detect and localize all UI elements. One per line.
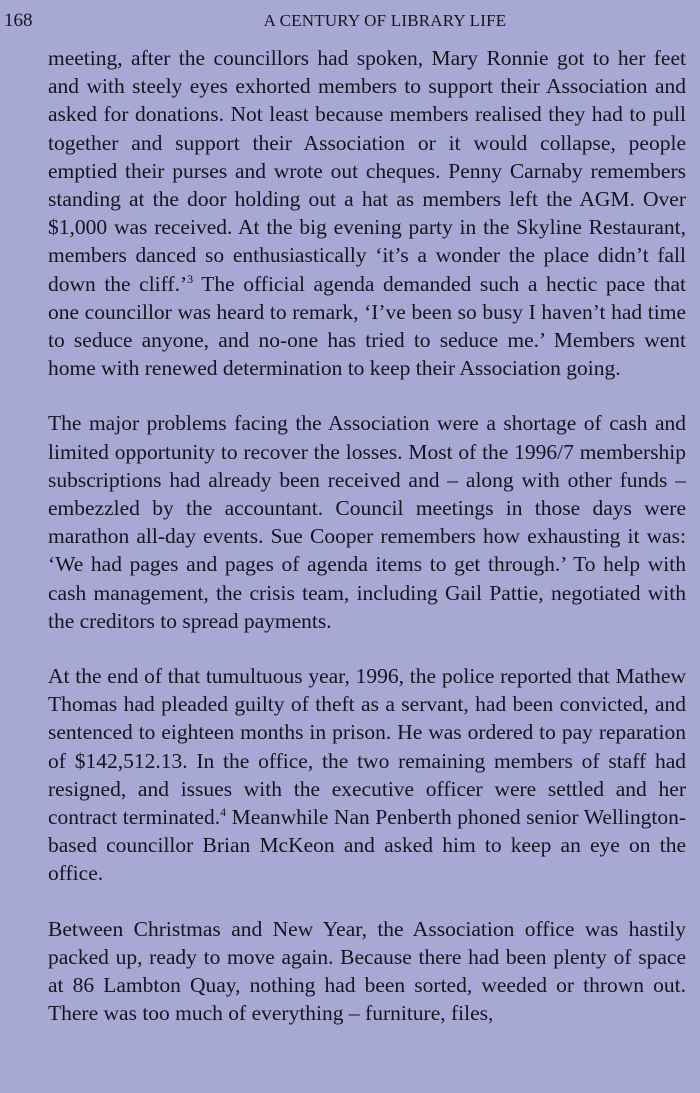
paragraph-4	[48, 915, 686, 1028]
paragraph-text: meeting, after the councillors had spoken, Mary Ronnie got to her feet and with steely eyes exhorted members to support their Association and asked for donations. Not least because members realised they had to pull together and support their Association or it would collapse, people emptied their purses and wrote out cheques. Penny Carnaby remembers standing at the door holding out a hat as members left the AGM. Over $1,000 was received. At the big evening party in the Skyline Restaurant, members danced so enthusiastically ‘it’s a wonder the place didn’t fall down the cliff.’	[48, 46, 686, 296]
footnote-ref-4[interactable]: 4	[220, 804, 227, 819]
footnote-ref-3[interactable]: 3	[187, 271, 194, 286]
paragraph-text-continued: Meanwhile Nan Penberth phoned senior Wellington-based councillor Brian McKeon and asked him to keep an eye on the office.	[48, 805, 687, 886]
paragraph-text-continued: The official agenda demanded such a hectic pace that one councillor was heard to remark, ‘I’ve been so busy I haven’t had time to seduce anyone, and no-one has tried to seduce me.’ Members went home with renewed determination to keep their Association going.	[48, 271, 686, 381]
paragraph-2	[48, 409, 686, 635]
paragraph-text: The major problems facing the Association were a shortage of cash and limited opportunity to recover the losses. Most of the 1996/7 membership subscriptions had already been received and – along with other funds – embezzled by the accountant. Council meetings in those days were marathon all-day events. Sue Cooper remembers how exhausting it was: ‘We had pages and pages of agenda items to get through.’ To help with cash management, the crisis team, including Gail Pattie, negotiated with the creditors to spread payments.	[48, 411, 686, 633]
paragraph-1	[48, 44, 686, 382]
paragraph-3	[48, 662, 686, 888]
running-head: A CENTURY OF LIBRARY LIFE	[263, 11, 507, 30]
paragraph-text: Between Christmas and New Year, the Association office was hastily packed up, ready to move again. Because there had been plenty of space at 86 Lambton Quay, nothing had been sorted, weeded or thrown out. There was too much of everything – furniture, files,	[48, 916, 686, 1026]
page-number: 168	[4, 10, 33, 31]
paragraph-text: At the end of that tumultuous year, 1996, the police reported that Mathew Thomas had pleaded guilty of theft as a servant, had been convicted, and sentenced to eighteen months in prison. He was ordered to pay reparation of $142,512.13. In the office, the two remaining members of staff had resigned, and issues with the executive officer were settled and her contract terminated.	[48, 664, 686, 830]
body-text	[48, 44, 686, 1028]
